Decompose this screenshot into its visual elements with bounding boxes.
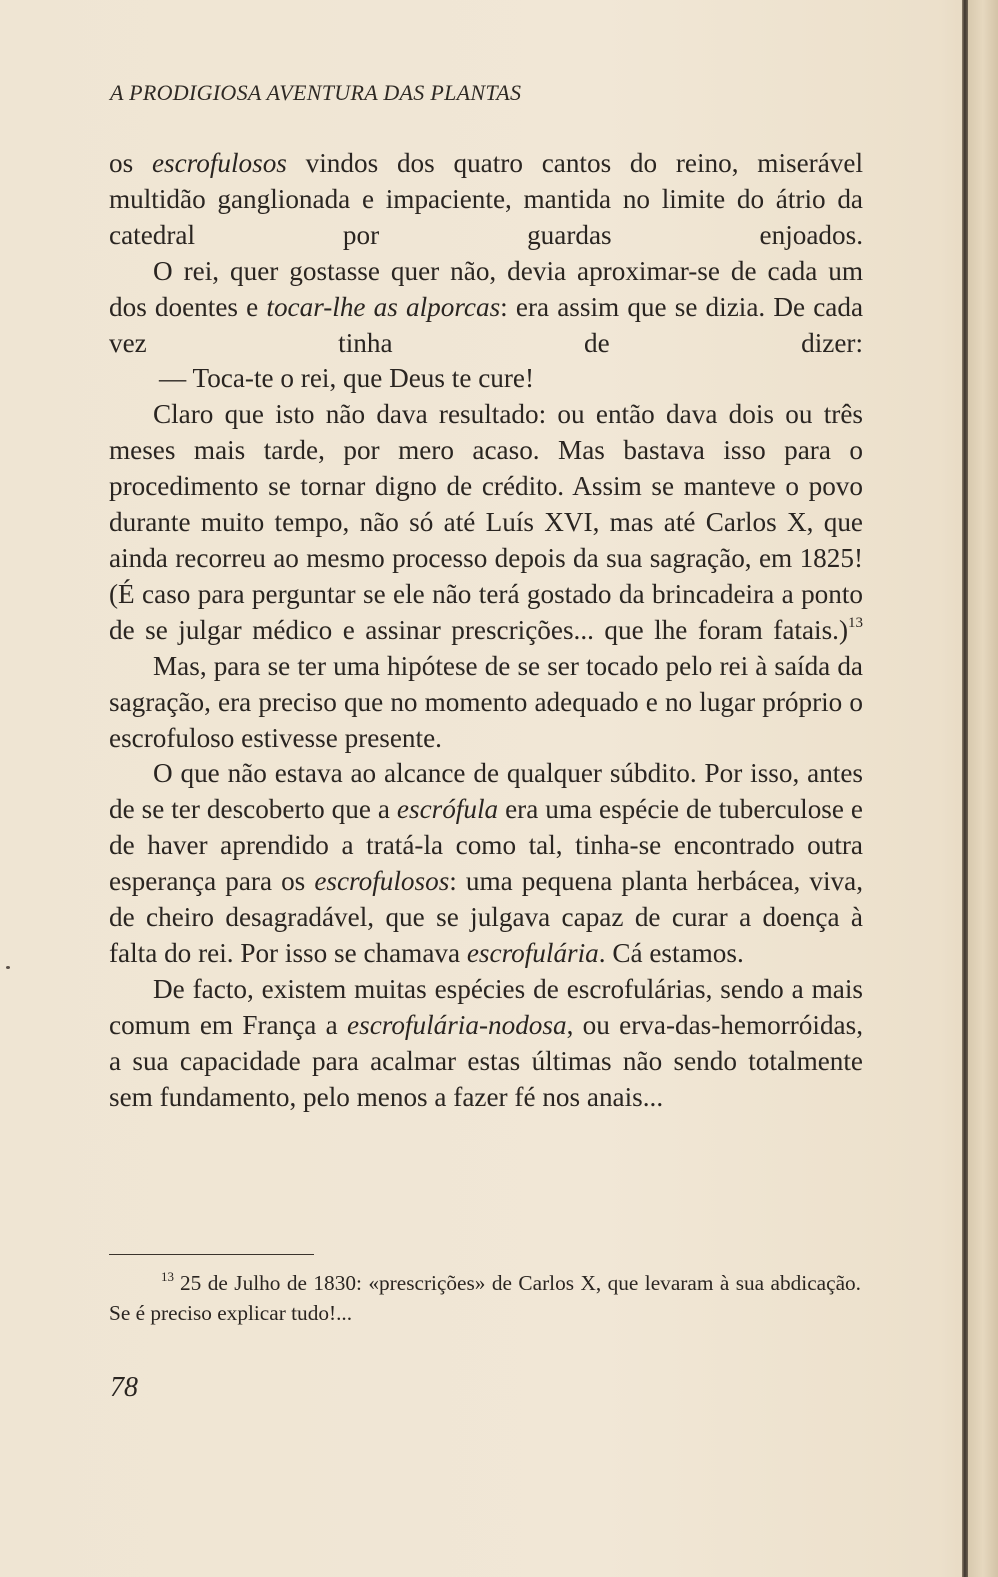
main-text (109, 146, 863, 1115)
running-header: A PRODIGIOSA AVENTURA DAS PLANTAS (110, 80, 522, 105)
scan-speck (6, 966, 10, 969)
paragraph: os escrofulosos vindos dos quatro cantos do reino, miserável multidão ganglionada e impaciente, mantida no limite do átrio da catedral por guardas enjoados. (109, 148, 863, 250)
adjacent-page-edge (968, 0, 998, 1577)
footnote-text: 25 de Julho de 1830: «prescrições» de Carlos X, que levaram à sua abdicação. Se é preciso explicar tudo!... (109, 1271, 861, 1325)
footnote-reference[interactable]: 13 (848, 614, 863, 631)
paragraph: O rei, quer gostasse quer não, devia aproximar-se de cada um dos doentes e tocar-lhe as alporcas: era assim que se dizia. De cada vez tinha de dizer: (109, 255, 864, 358)
footnote-divider (109, 1254, 314, 1255)
paragraph: De facto, existem muitas espécies de escrofulárias, sendo a mais comum em França a escrofulária-nodosa, ou erva-das-hemorróidas, a sua capacidade para acalmar estas últimas não sendo totalmente sem fundamento, pelo menos a fazer fé nos anais... (109, 973, 863, 1112)
footnote (109, 1268, 861, 1328)
page-number: 78 (110, 1372, 138, 1403)
paragraph: Mas, para se ter uma hipótese de se ser tocado pelo rei à saída da sagração, era preciso que no momento adequado e no lugar próprio o escrofuloso estivesse presente. (109, 650, 863, 753)
paragraph: O que não estava ao alcance de qualquer súbdito. Por isso, antes de se ter descoberto que a escrófula era uma espécie de tuberculose e de haver aprendido a tratá-la como tal, tinha-se encontrado outra esperança para os escrofulosos: uma pequena planta herbácea, viva, de cheiro desagradável, que se julgava capaz de curar a doença à falta do rei. Por isso se chamava escrofulária. Cá estamos. (109, 758, 863, 968)
dialogue-line: — Toca-te o rei, que Deus te cure! (159, 363, 535, 394)
footnote-number: 13 (161, 1269, 174, 1284)
paragraph: Claro que isto não dava resultado: ou então dava dois ou três meses mais tarde, por mero acaso. Mas bastava isso para o procedimento se tornar digno de crédito. Assim se manteve o povo durante muito tempo, não só até Luís XVI, mas até Carlos X, que ainda recorreu ao mesmo processo depois da sua sagração, em 1825! (É caso para perguntar se ele não terá gostado da brincadeira a ponto de se julgar médico e assinar prescrições... que lhe foram fatais.)$^{13}$ (109, 399, 863, 645)
